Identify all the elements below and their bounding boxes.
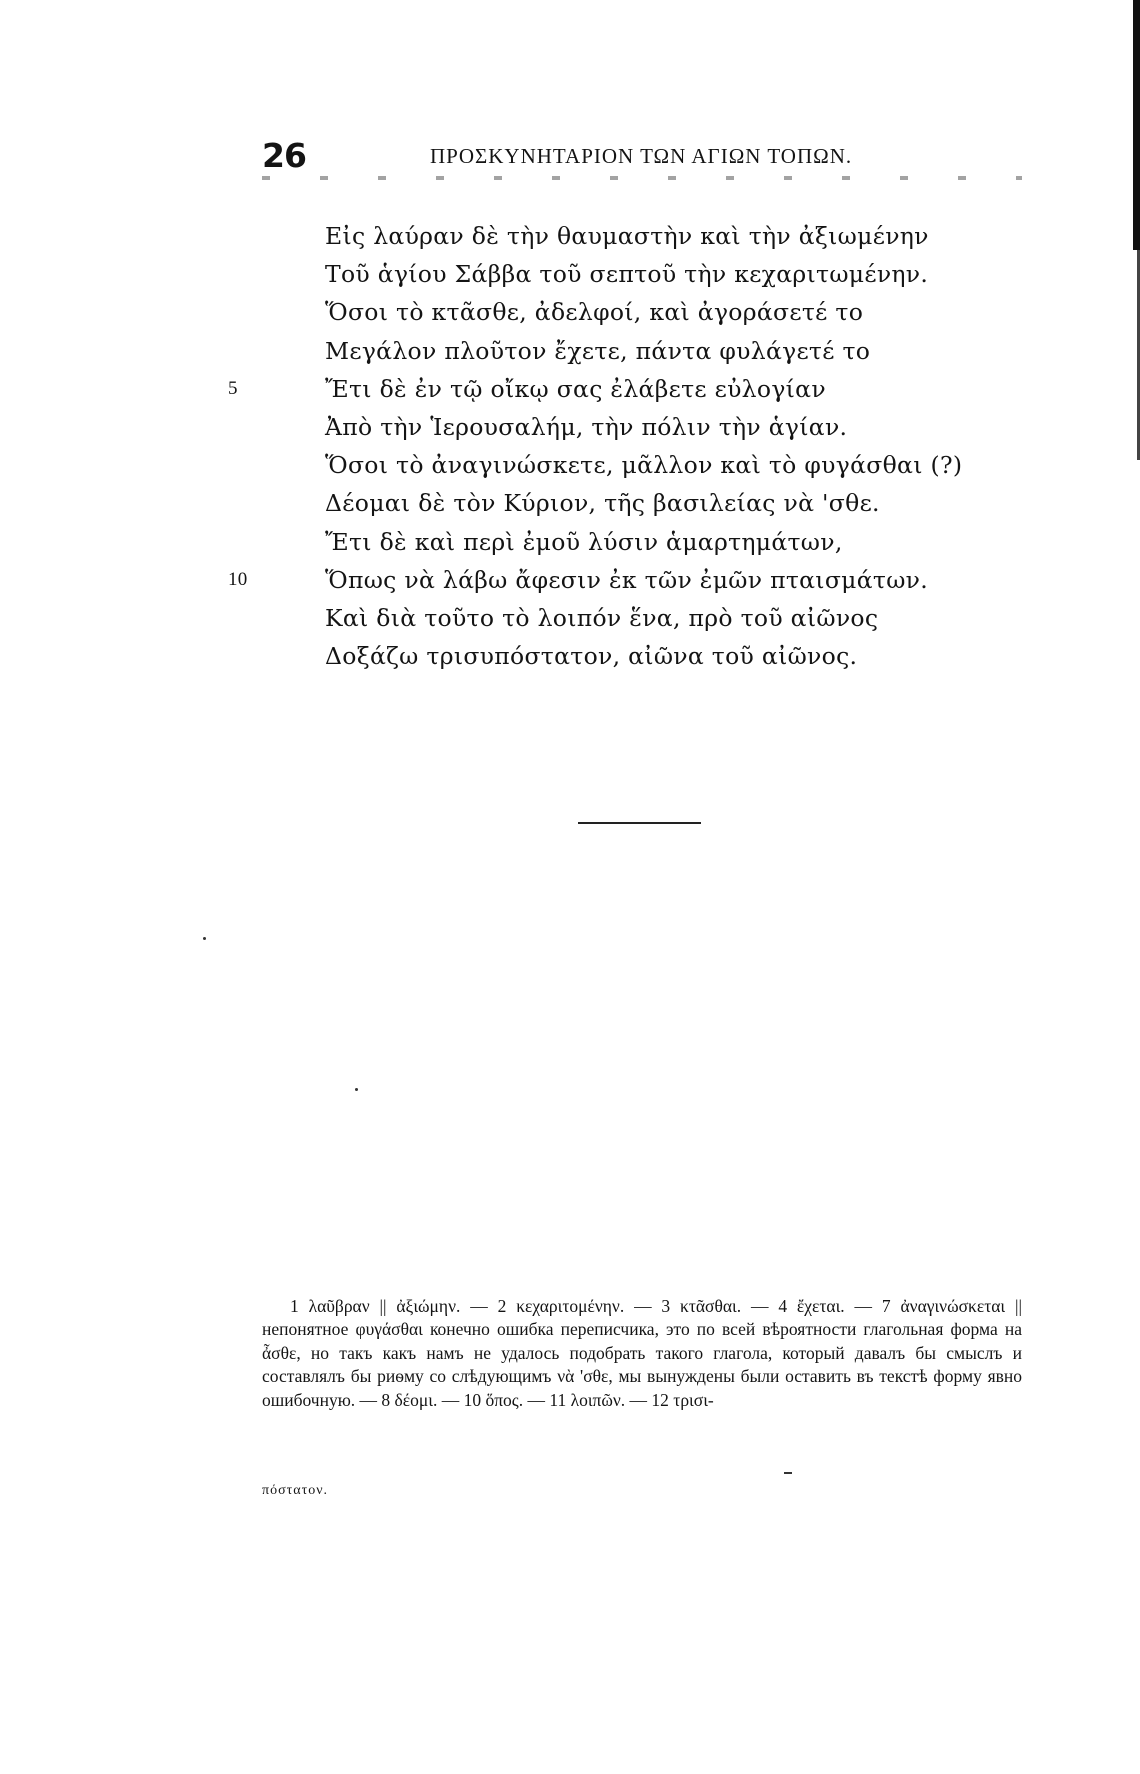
line-text: Τοῦ ἁγίου Σάββα τοῦ σεπτοῦ τὴν κεχαριτωμένην. [325,260,929,289]
poem-line [325,255,1045,293]
poem-line [228,561,1045,599]
poem-line [325,637,1045,675]
line-text: Καὶ διὰ τοῦτο τὸ λοιπόν ἕνα, πρὸ τοῦ αἰῶνος [325,603,879,632]
scan-edge-mark [1133,0,1140,250]
line-text: Ἔτι δὲ καὶ περὶ ἐμοῦ λύσιν ἁμαρτημάτων, [325,527,843,556]
section-divider [578,822,701,824]
line-number: 10 [228,568,248,590]
line-text: Ὅσοι τὸ κτᾶσθε, ἀδελφοί, καὶ ἀγοράσετέ το [325,298,864,327]
poem-line [325,599,1045,637]
line-text: Ἔτι δὲ ἐν τῷ οἴκῳ σας ἐλάβετε εὐλογίαν [325,374,826,403]
footnote-last-line: πόστατον. [262,1483,329,1498]
poem-line [325,293,1045,331]
page-number: 26 [262,136,306,175]
line-number: 5 [228,377,238,399]
poem-line [228,370,1045,408]
scan-mark [784,1472,792,1474]
line-text: Ἀπὸ τὴν Ἱερουσαλήμ, τὴν πόλιν τὴν ἁγίαν. [325,412,848,441]
line-text: Δέομαι δὲ τὸν Κύριον, τῆς βασιλείας νὰ 'σθε. [325,489,880,518]
line-text: Εἰς λαύραν δὲ τὴν θαυμαστὴν καὶ τὴν ἀξιωμένην [325,222,929,250]
line-text: Ὅπως νὰ λάβω ἄφεσιν ἐκ τῶν ἐμῶν πταισμάτων. [325,565,929,594]
poem-line [325,217,1045,255]
scan-speck [203,937,206,940]
header-dash-rule [262,176,1022,180]
poem-text [228,217,1045,675]
poem-line [325,332,1045,370]
poem-line [325,523,1045,561]
footnote-text: 1 λαῦβραν || ἀξιώμην. — 2 κεχαριτομένην. — 3 κτᾶσθαι. — 4 ἔχεται. — 7 ἀναγινώσκεται || непонятное φυγάσθαι конечно ошибка переписчика, это по всей вѣроятности глагольная форма на ἆσθε, но такъ какъ намъ не удалось подобрать такого глагола, который давалъ бы смыслъ и составлялъ бы риѳму со слѣдующимъ νὰ 'σθε, мы вынуждены были оставить въ текстѣ форму явно ошибочную. — 8 δέομι. — 10 ὅπος. — 11 λοιπῶν. — 12 τρισι- [262,1296,1022,1410]
poem-line [325,484,1045,522]
running-title: ΠΡΟΣΚΥΝΗΤΑΡΙΟΝ ΤΩΝ ΑΓΙΩΝ ΤΟΠΩΝ. [430,144,853,168]
poem-line [325,446,1045,484]
poem-line [325,408,1045,446]
line-text: Δοξάζω τρισυπόστατον, αἰῶνα τοῦ αἰῶνος. [325,642,858,671]
scan-speck [355,1088,358,1091]
line-text: Ὅσοι τὸ ἀναγινώσκετε, μᾶλλον καὶ τὸ φυγάσθαι (?) [325,451,963,480]
line-text: Μεγάλον πλοῦτον ἔχετε, πάντα φυλάγετέ το [325,336,871,365]
